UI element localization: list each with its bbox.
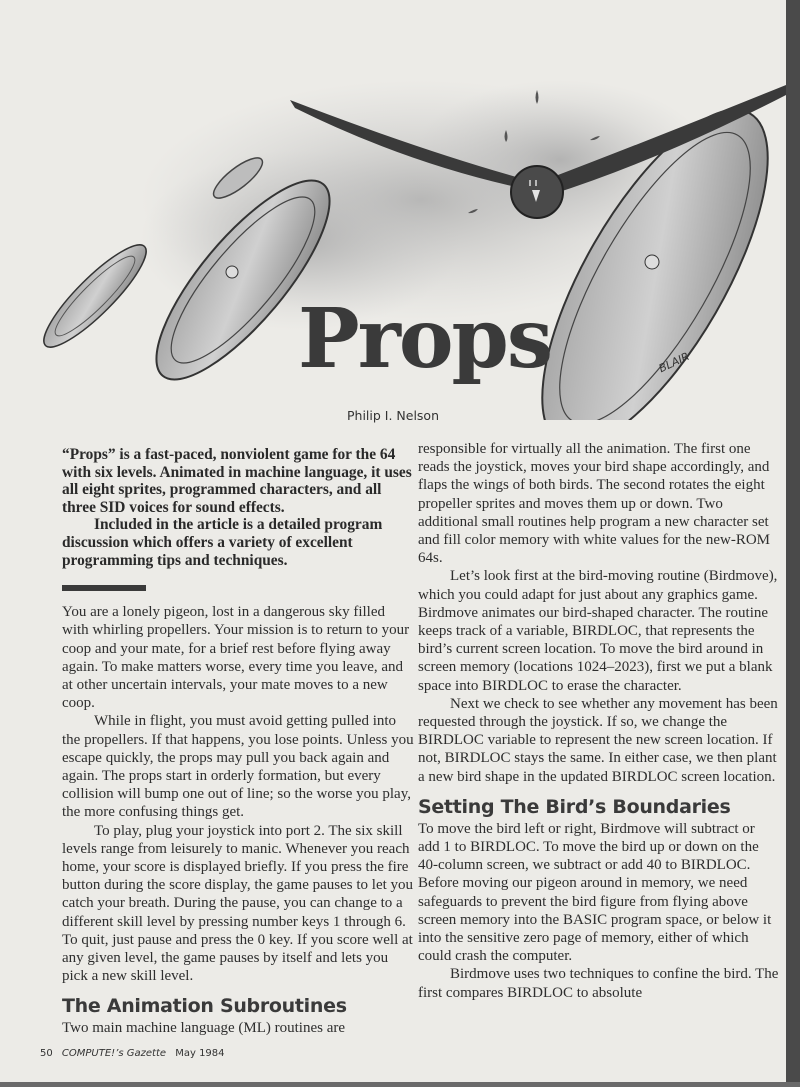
body-paragraph: To move the bird left or right, Birdmove will subtract or add 1 to BIRDLOC. To move the bird up or down on the 40-column screen, we subtract or add 40 to BIRDLOC. Before moving our pigeon around in memory, we need safeguards to prevent the bird figure from flying above screen memory into the BASIC program space, or below it into the sensitive zero page of memory, either of which could crash the computer. — [418, 820, 772, 965]
section-rule — [62, 585, 146, 591]
column-right — [418, 440, 780, 1002]
intro-paragraph: “Props” is a fast-paced, nonviolent game for the 64 with six levels. Animated in machine language, it uses all eight sprites, programmed characters, and all three SID voices for sound effects. — [62, 446, 412, 516]
magazine-name: COMPUTE!’s Gazette — [61, 1048, 167, 1059]
article-title: Props — [298, 291, 552, 387]
body-paragraph: To play, plug your joystick into port 2. The six skill levels range from leisurely to manic. Whenever you reach home, your score is displayed briefly. If you press the fire button during the score display, the game pauses to let you catch your breath. During the pause, you can change to a different skill level by pressing number keys 1 through 6. To quit, just pause and press the 0 key. If you score well at any given level, the game pauses by itself and lets you pick a new skill level. — [62, 822, 414, 985]
intro-paragraph: Included in the article is a detailed program discussion which offers a variety of excellent programming tips and techniques. — [62, 516, 383, 569]
section-heading-bird-boundaries: Setting The Bird’s Boundaries — [418, 795, 731, 818]
page-footer — [40, 1048, 225, 1059]
propeller-left — [33, 234, 157, 358]
body-paragraph: Next we check to see whether any movement has been requested through the joystick. If so, we change the BIRDLOC variable to represent the new screen location. If not, BIRDLOC stays the same. In either case, we then plant a new bird shape in the updated BIRDLOC screen location. — [418, 695, 778, 785]
section-heading-animation-subroutines: The Animation Subroutines — [62, 995, 347, 1018]
issue-date: May 1984 — [175, 1048, 225, 1059]
page-edge-shadow — [786, 0, 800, 1087]
illustrator-signature: BLAIR — [656, 349, 692, 376]
page-bottom-edge — [0, 1082, 800, 1087]
body-paragraph: Birdmove uses two techniques to confine the bird. The first compares BIRDLOC to absolute — [418, 966, 779, 1001]
body-paragraph: responsible for virtually all the animation. The first one reads the joystick, moves your bird shape accordingly, and flaps the wings of both birds. The second rotates the eight propeller sprites and moves them up or down. Two additional small routines help program a new character set and fill color memory with white values for the new-ROM 64s. — [418, 441, 771, 567]
body-paragraph: While in flight, you must avoid getting pulled into the propellers. If that happens, you lose points. Unless you escape quickly, the props may pull you back again and again. The props start in orderly formation, but every collision will bump one out of line; so the worse you play, the more confusing things get. — [62, 713, 414, 821]
body-paragraph: You are a lonely pigeon, lost in a dangerous sky filled with whirling propellers. Your mission is to return to your coop and your mate, for a brief rest before flying away again. To make matters worse, every time you leave, and at other uncertain intervals, your mate moves to a new coop. — [62, 604, 410, 712]
page-number: 50 — [40, 1048, 53, 1059]
body-paragraph: Two main machine language (ML) routines are — [62, 1020, 346, 1037]
body-paragraph: Let’s look first at the bird-moving routine (Birdmove), which you could adapt for just about any graphics game. Birdmove animates our bird-shaped character. The routine keeps track of a variable, BIRDLOC, that represents the bird’s current screen location. To move the bird around in screen memory (locations 1024–2023), first we put a blank space into BIRDLOC to erase the character. — [418, 568, 778, 694]
article-byline: Philip I. Nelson — [346, 408, 440, 423]
column-left — [62, 446, 414, 1038]
